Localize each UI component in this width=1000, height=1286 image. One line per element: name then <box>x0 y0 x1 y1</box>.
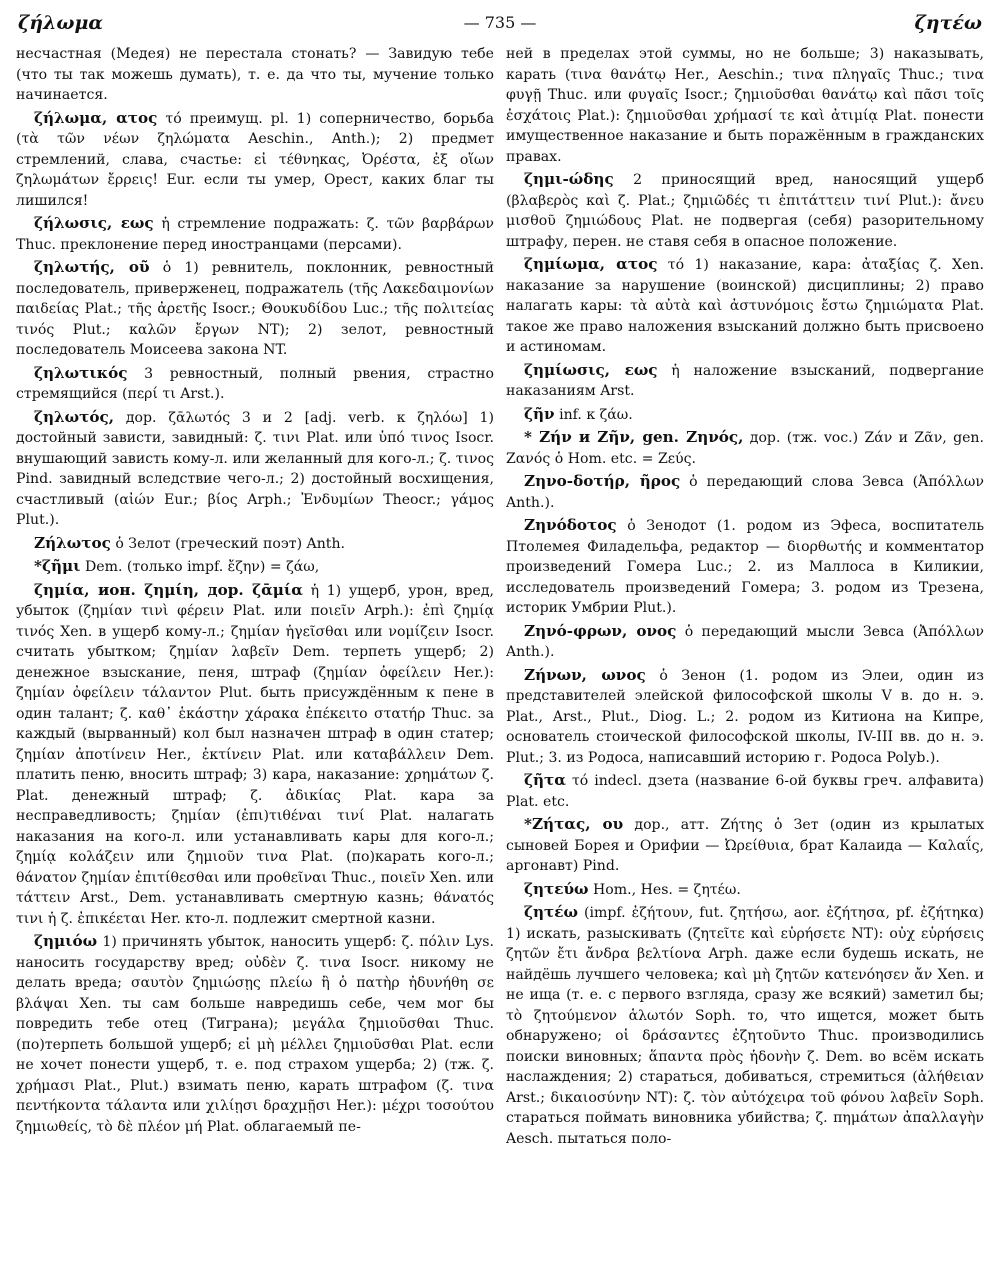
dictionary-entry <box>16 213 494 255</box>
dictionary-entry <box>506 770 984 812</box>
entry-headword: ζητέω <box>524 903 578 921</box>
entry-definition: Dem. (только impf. ἔζην) = ζάω, <box>84 559 320 575</box>
entry-headword: ζημίωμα, ατος <box>524 255 658 273</box>
dictionary-entry <box>506 254 984 358</box>
entry-definition: ὁ 1) ревнитель, поклонник, ревностный последователь, приверженец, подражатель (τῆς Λακεδαιμονίων παιδείας Plat.; τῆς ἀρετῆς Isocr.; Θουκυδίδου Luc.; τῆς πολιτείας τινός Plut.; καλῶν ἔργων NT); 2) зелот, ревностный последователь Моисеева закона NT. <box>16 260 494 358</box>
right-column <box>506 44 984 1280</box>
header-first-headword: ζήλωμα <box>18 12 104 34</box>
dictionary-entry <box>506 902 984 1149</box>
entry-headword: ζηλωτής, οῦ <box>34 258 150 276</box>
entry-definition: дор. ζᾱλωτός 3 и 2 [adj. verb. к ζηλόω] 1) достойный зависти, завидный: ζ. τινι Plat. или ὑπό τινος Isocr. внушающий зависть кому-л. или желанный для кого-л.; ζ. τινος Pind. завидный вследствие чего-л.; 2) достойный восхищения, счастливый (αἰών Eur.; βίος Arph.; Ἐνδυμίων Theocr.; γάμος Plut.). <box>16 409 494 528</box>
dictionary-entry <box>506 44 984 167</box>
dictionary-entry <box>506 471 984 513</box>
page-header <box>18 12 982 42</box>
dictionary-entry <box>506 427 984 469</box>
header-last-headword: ζητέω <box>914 12 982 34</box>
entry-headword: Ζηνόδοτος <box>524 516 617 534</box>
dictionary-entry <box>506 515 984 619</box>
entry-headword: ζημιόω <box>34 932 98 950</box>
dictionary-entry <box>506 879 984 901</box>
dictionary-entry <box>506 404 984 426</box>
entry-headword: Ζηνο-δοτήρ, ῆρος <box>524 472 681 490</box>
entry-headword: ζημίωσις, εως <box>524 360 658 379</box>
dictionary-entry <box>16 580 494 930</box>
entry-headword: ζῆν <box>524 404 555 423</box>
entry-headword: ζημι-ώδης <box>524 170 614 188</box>
dictionary-entry <box>506 621 984 663</box>
entry-headword: ζητεύω <box>524 879 589 898</box>
entry-definition: Hom., Hes. = ζητέω. <box>592 881 741 898</box>
dictionary-entry <box>16 556 494 578</box>
dictionary-entry <box>16 363 494 405</box>
entry-headword: ζήλωσις, εως <box>34 214 154 232</box>
dictionary-entry <box>16 257 494 361</box>
dictionary-entry <box>506 169 984 252</box>
entry-headword: Ζήνων, ωνος <box>524 665 646 684</box>
entry-definition: 1) причинять убыток, наносить ущерб: ζ. πόλιν Lys. наносить государству вред; οὐδὲν ζ. τινα Isocr. никому не делать вреда; σαυτὸν ζημιώσῃς πλείω ἢ ὁ πατὴρ ἠδυνήθη σε βλάψαι Xen. ты сам больше навредишь себе, чем мог бы повредить тебе отец (Тиграна); μεγάλα ζημιοῦσθαι Thuc. (по)терпеть большой ущерб; εἰ μὴ μέλλει ζημιοῦσθαι Plat. если не хочет понести ущерб, т. е. под страхом ущерба; 2) (тж. ζ. χρήμασι Plat., Plut.) взимать пеню, карать штрафом (ζ. τινα πεντήκοντα τάλαντα или χιλίῃσι δραχμῇσι Her.): μέχρι τοσούτου ζημιωθείς, τὸ δὲ πλέον μή Plat. облагаемый пе- <box>16 934 494 1135</box>
dictionary-entry <box>16 44 494 106</box>
entry-headword: * Ζήν и Ζῆν, gen. Ζηνός, <box>524 428 744 446</box>
entry-definition: ὁ Зенон (1. родом из Элеи, один из представителей элейской философской школы V в. до н. э. Plat., Arst., Plut., Diog. L.; 2. родом из Китиона на Кипре, основатель стоической философской школы, IV-III вв. до н. э. Plut.; 3. из Родоса, написавший историю г. Родоса Polyb.). <box>506 667 984 766</box>
entry-headword: Ζηνό-φρων, ονος <box>524 621 677 640</box>
entry-definition: ὁ передающий мысли Зевса (Ἀπόλλων Anth.). <box>506 623 984 660</box>
dictionary-entry <box>506 360 984 402</box>
entry-definition: (impf. ἐζήτουν, fut. ζητήσω, aor. ἐζήτησα, pf. ἐζήτηκα) 1) искать, разыскивать (ζητεῖτε καὶ εὑρήσετε NT): οὐχ εὑρήσεις ζητῶν ἔτι ἄνδρα βελτίονα Arph. даже если будешь искать, не найдёшь лучшего человека; καὶ μὴ ζητῶν κατενόησεν ἄν Xen. и не ища (т. е. с первого взгляда, сразу же всякий) заметил бы; τὸ ζητούμενον ἁλωτόν Soph. то, что ищется, может быть обнаружено; οἱ δράσαντες ἐζητοῦντο Thuc. производились поиски виновных; ἅπαντα πρὸς ἡδονὴν ζ. Dem. во всём искать наслаждения; 2) стараться, добиваться, стремиться (ἀλήθειαν Arst.; δικαιοσύνην NT): ζ. τὸν αὐτόχειρα τοῦ φόνου λαβεῖν Soph. стараться поймать виновника убийства; ζ. πημάτων ἀπαλλαγὴν Aesch. пытаться поло- <box>506 905 984 1147</box>
entry-definition: 2 приносящий вред, наносящий ущерб (βλαβερὸς καὶ ζ. Plat.; ζημιῶδές τι ἐπιτάττειν τινί Plut.): ἄνευ μισθοῦ ζημιώδους Plat. не подвергая (себя) разорительному штрафу, перен. не ставя себя в опасное положение. <box>506 172 984 250</box>
entry-definition: дор., атт. Ζήτης ὁ Зет (один из крылатых сыновей Борея и Орифии — Ὠρείθυια, брат Калаида — Καλαΐς, аргонавт) Pind. <box>506 817 984 874</box>
dictionary-entry <box>16 533 494 555</box>
entry-headword: ζῆτα <box>524 771 566 789</box>
entry-headword: *ζῆμι <box>34 557 81 575</box>
entry-headword: ζηλωτικός <box>34 363 128 382</box>
entry-definition: τό indecl. дзета (название 6-ой буквы греч. алфавита) Plat. etc. <box>506 773 984 810</box>
dictionary-entry <box>16 108 494 212</box>
dictionary-entry <box>16 407 494 531</box>
entry-definition: ней в пределах этой суммы, но не больше; 3) наказывать, карать (τινα θανάτῳ Her., Aeschin.; τινα πληγαῖς Thuc.; τινα φυγῇ Thuc. или φυγαῖς Isocr.; ζημιοῦσθαι θανάτῳ καὶ πᾶσι τοῖς ἐσχάτοις Plat.): ζημιοῦσθαι χρήμασί τε καὶ ἀτιμίᾳ Plat. понести имущественное наказание и быть поражённым в гражданских правах. <box>506 46 984 165</box>
entry-headword: Ζήλωτος <box>34 533 111 552</box>
entry-definition: inf. к ζάω. <box>559 406 633 423</box>
entry-definition: τό 1) наказание, кара: ἀταξίας ζ. Xen. наказание за нарушение (воинской) дисциплины; 2) право налагать кары: τὰ αὐτὰ καὶ ἀστυνόμοις ἔστω ζημιώματα Plat. такое же право наложения взысканий должно быть присвоено и астиномам. <box>506 257 984 355</box>
entry-definition: ἡ наложение взысканий, подвергание наказаниям Arst. <box>506 362 984 399</box>
left-column <box>16 44 494 1280</box>
entry-definition: несчастная (Медея) не перестала стонать? — Завидую тебе (что ты так можешь думать), т. е. да что ты, мучение только начинается. <box>16 46 494 103</box>
entry-definition: ὁ Зелот (греческий поэт) Anth. <box>115 535 346 552</box>
entry-headword: *Ζήτας, ου <box>524 815 624 833</box>
entry-definition: 3 ревностный, полный рвения, страстно стремящийся (περί τι Arst.). <box>16 365 494 402</box>
dictionary-entry <box>506 814 984 877</box>
entry-definition: дор. (тж. voc.) Ζάν и Ζᾶν, gen. Ζανός ὁ Hom. etc. = Ζεύς. <box>506 430 984 467</box>
entry-headword: ζηλωτός, <box>34 407 115 426</box>
entry-headword: ζημία, ион. ζημίη, дор. ζᾱμία <box>34 580 303 599</box>
dictionary-entry <box>16 931 494 1137</box>
dictionary-entry <box>506 665 984 769</box>
entry-definition: ὁ передающий слова Зевса (Ἀπόλλων Anth.). <box>506 474 984 511</box>
entry-definition: τό преимущ. pl. 1) соперничество, борьба (τὰ τῶν νέων ζηλώματα Aeschin., Anth.); 2) предмет стремлений, слава, счастье: εἰ τέθνηκας, Ὀρέστα, ἐξ οἵων ζηλωμάτων ἔρρεις! Eur. если ты умер, Орест, каких благ ты лишился! <box>16 110 494 209</box>
entry-headword: ζήλωμα, ατος <box>34 108 158 127</box>
entry-definition: ἡ стремление подражать: ζ. τῶν βαρβάρων Thuc. преклонение перед иностранцами (персами). <box>16 216 494 253</box>
entry-definition: ἡ 1) ущерб, урон, вред, убыток (ζημίαν τινὶ φέρειν Plat. или ποιεῖν Arph.): ἐπὶ ζημίᾳ τινός Xen. в ущерб кому-л.; ζημίαν ἡγεῖσθαι или νομίζειν Isocr. считать убытком; ζημίαν λαβεῖν Dem. терпеть ущерб; 2) денежное взыскание, пеня, штраф (ζημίαν ὀφείλειν Her.): ζημίαν ὀφείλειν τάλαντον Plut. быть присуждённым к пене в один талант; ζ. καθ᾽ ἑκάστην χάρακα ἐπέκειτο στατήρ Thuc. за каждый (вырванный) кол был назначен штраф в один статер; ζημίαν ἀποτίνειν Her., ἐκτίνειν Plat. или καταβάλλειν Dem. платить пеню, вносить штраф; 3) кара, наказание: χρημάτων ζ. Plat. денежный штраф; ζ. ἀδικίας Plat. кара за несправедливость; ζημίαν (ἐπι)τιθέναι τινί Plat. налагать наказания на кого-л. или устанавливать кары для кого-л.; ζημίᾳ κολάζειν или ζημιοῦν τινα Plat. (по)карать кого-л.; θάνατον ζημίαν ἐπιτίθεσθαι или προθεῖναι Thuc., ποιεῖν Xen. или τάττειν Arst., Dem. устанавливать смертную казнь; θάνατός τινι ἡ ζ. ἐπικέεται Her. кто-л. подлежит смертной казни. <box>16 582 494 927</box>
entry-definition: ὁ Зенодот (1. родом из Эфеса, воспитатель Птолемея Филадельфа, редактор — διορθωτής и комментатор произведений Гомера Luc.; 2. из Маллоса в Киликии, исследователь произведений Гомера; 3. родом из Трезена, историк Умбрии Plut.). <box>506 518 984 616</box>
page-number: — 735 — <box>463 13 537 32</box>
